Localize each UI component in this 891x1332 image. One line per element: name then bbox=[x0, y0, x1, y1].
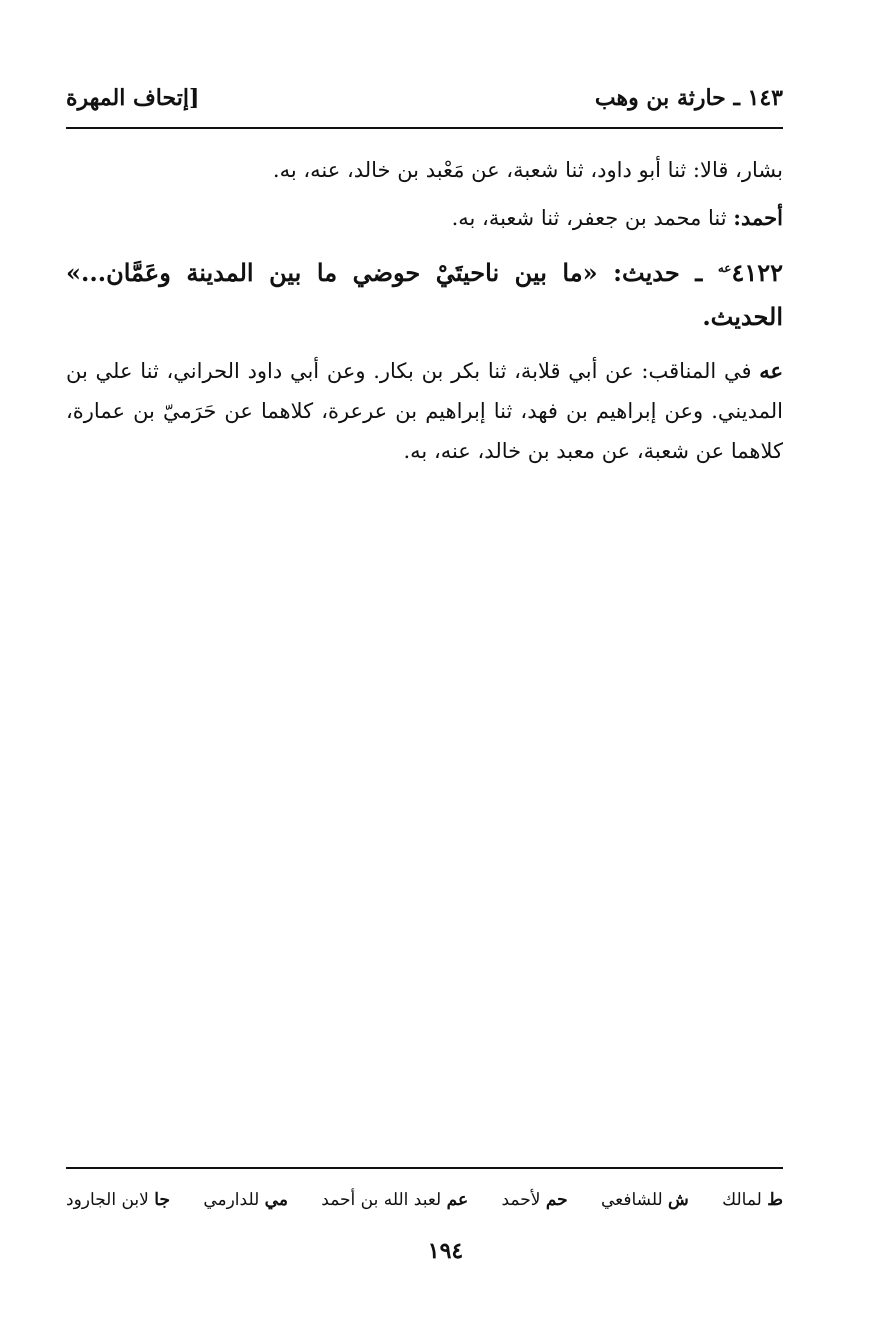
page-number: ١٩٤ bbox=[427, 1238, 464, 1264]
abbreviation-code: ش bbox=[668, 1190, 689, 1210]
abbreviation-item bbox=[203, 1190, 288, 1210]
hadith-source-mark: عه bbox=[717, 261, 732, 275]
abbreviation-code: جا bbox=[154, 1190, 170, 1210]
running-header bbox=[66, 78, 783, 118]
abbreviation-key bbox=[66, 1180, 783, 1220]
abbreviation-meaning: لأحمد bbox=[501, 1190, 546, 1210]
abbreviation-item bbox=[601, 1190, 689, 1210]
source-label-ah: عه bbox=[759, 358, 783, 383]
paragraph-ahmad bbox=[66, 198, 783, 238]
source-label-ahmad: أحمد: bbox=[733, 205, 783, 230]
abbreviation-item bbox=[722, 1190, 783, 1210]
paragraph-text: بشار، قالا: ثنا أبو داود، ثنا شعبة، عن مَعْبد بن خالد، عنه، به. bbox=[272, 158, 783, 182]
paragraph-bishar bbox=[66, 150, 783, 190]
abbreviation-item bbox=[321, 1190, 468, 1210]
hadith-number: ٤١٢٢ bbox=[731, 258, 783, 287]
abbreviation-meaning: للدارمي bbox=[203, 1190, 265, 1210]
footer-rule bbox=[66, 1167, 783, 1169]
abbreviation-meaning: لمالك bbox=[722, 1190, 768, 1210]
abbreviation-code: ط bbox=[767, 1190, 783, 1210]
abbreviation-code: عم bbox=[446, 1190, 469, 1210]
abbreviation-item bbox=[501, 1190, 567, 1210]
page-body bbox=[66, 150, 783, 479]
abbreviation-code: حم bbox=[545, 1190, 568, 1210]
chapter-title: ١٤٣ ـ حارثة بن وهب bbox=[594, 85, 783, 111]
hadith-text: ـ حديث: «ما بين ناحيتَيْ حوضي ما بين المدينة وعَمَّان...» الحديث. bbox=[66, 258, 783, 331]
paragraph-text: ثنا محمد بن جعفر، ثنا شعبة، به. bbox=[451, 206, 734, 230]
abbreviation-meaning: لابن الجارود bbox=[66, 1190, 155, 1210]
header-rule bbox=[66, 127, 783, 129]
abbreviation-code: مي bbox=[264, 1190, 288, 1210]
paragraph-manaqib bbox=[66, 351, 783, 471]
paragraph-text: في المناقب: عن أبي قلابة، ثنا بكر بن بكار. وعن أبي داود الحراني، ثنا علي بن المديني. وعن إبراهيم بن فهد، ثنا إبراهيم بن عرعرة، كلاهما عن حَرَميّ بن عمارة، كلاهما عن شعبة، عن معبد بن خالد، عنه، به. bbox=[66, 359, 783, 463]
hadith-heading bbox=[66, 246, 783, 339]
abbreviation-meaning: لعبد الله بن أحمد bbox=[321, 1190, 447, 1210]
abbreviation-meaning: للشافعي bbox=[600, 1190, 669, 1210]
book-title: [إتحاف المهرة bbox=[66, 85, 200, 111]
abbreviation-item bbox=[66, 1190, 170, 1210]
